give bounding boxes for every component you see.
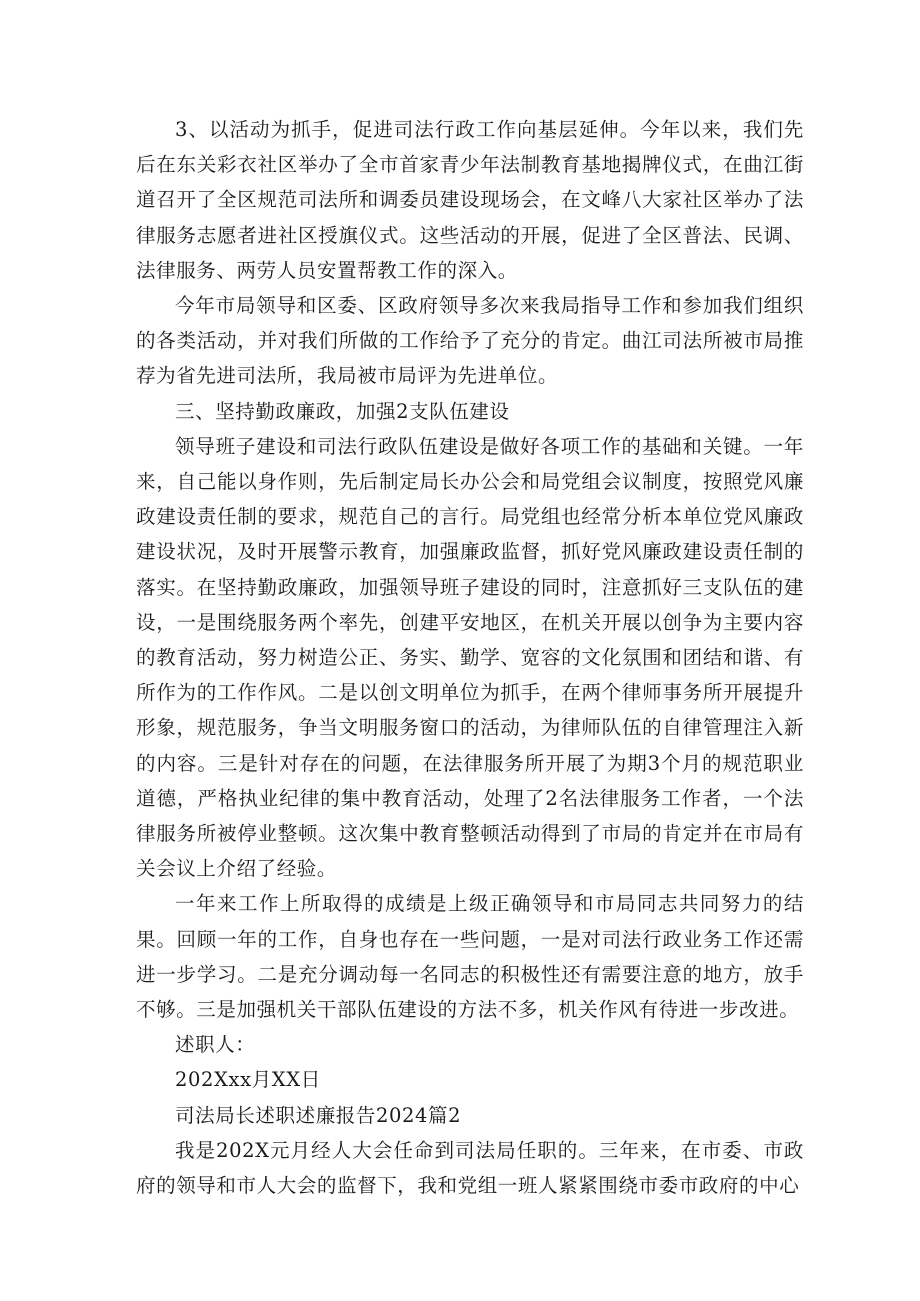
paragraph-summary-issues: 一年来工作上所取得的成绩是上级正确领导和市局同志共同努力的结果。回顾一年的工作，自身也存在一些问题，一是对司法行政业务工作还需进一步学习。二是充分调动每一名同志的积极性还有需要注意的地方，放手不够。三是加强机关干部队伍建设的方法不多，机关作风有待进一步改进。: [136, 892, 804, 1022]
reporter-label: 述职人：: [175, 1033, 256, 1057]
paragraph-grassroots-activities: 3、以活动为抓手，促进司法行政工作向基层延伸。今年以来，我们先后在东关彩衣社区举办了全市首家青少年法制教育基地揭牌仪式，在曲江街道召开了全区规范司法所和调委员建设现场会，在文峰八大家社区举办了法律服务志愿者进社区授旗仪式。这些活动的开展，促进了全区普法、民调、法律服务、两劳人员安置帮教工作的深入。: [136, 118, 804, 282]
report-title-part2: 司法局长述职述廉报告2024篇2: [175, 1103, 462, 1127]
paragraph-part2-intro: 我是202X元月经人大会任命到司法局任职的。三年来，在市委、市政府的领导和市人大会的监督下，我和党组一班人紧紧围绕市委市政府的中心: [136, 1138, 804, 1198]
document-body: [136, 112, 804, 1203]
paragraph-team-building: 领导班子建设和司法行政队伍建设是做好各项工作的基础和关键。一年来，自己能以身作则，先后制定局长办公会和局党组会议制度，按照党风廉政建设责任制的要求，规范自己的言行。局党组也经常分析本单位党风廉政建设状况，及时开展警示教育，加强廉政监督，抓好党风廉政建设责任制的落实。在坚持勤政廉政，加强领导班子建设的同时，注意抓好三支队伍的建设，一是围绕服务两个率先，创建平安地区，在机关开展以创争为主要内容的教育活动，努力树造公正、务实、勤学、宽容的文化氛围和团结和谐、有所作为的工作作风。二是以创文明单位为抓手，在两个律师事务所开展提升形象，规范服务，争当文明服务窗口的活动，为律师队伍的自律管理注入新的内容。三是针对存在的问题，在法律服务所开展了为期3个月的规范职业道德，严格执业纪律的集中教育活动，处理了2名法律服务工作者，一个法律服务所被停业整顿。这次集中教育整顿活动得到了市局的肯定并在市局有关会议上介绍了经验。: [136, 434, 804, 881]
report-date: 202Xxx月XX日: [175, 1068, 321, 1092]
paragraph-leadership-recognition: 今年市局领导和区委、区政府领导多次来我局指导工作和参加我们组织的各类活动，并对我们所做的工作给予了充分的肯定。曲江司法所被市局推荐为省先进司法所，我局被市局评为先进单位。: [136, 294, 804, 388]
section-heading-integrity: 三、坚持勤政廉政，加强2支队伍建设: [175, 399, 510, 423]
